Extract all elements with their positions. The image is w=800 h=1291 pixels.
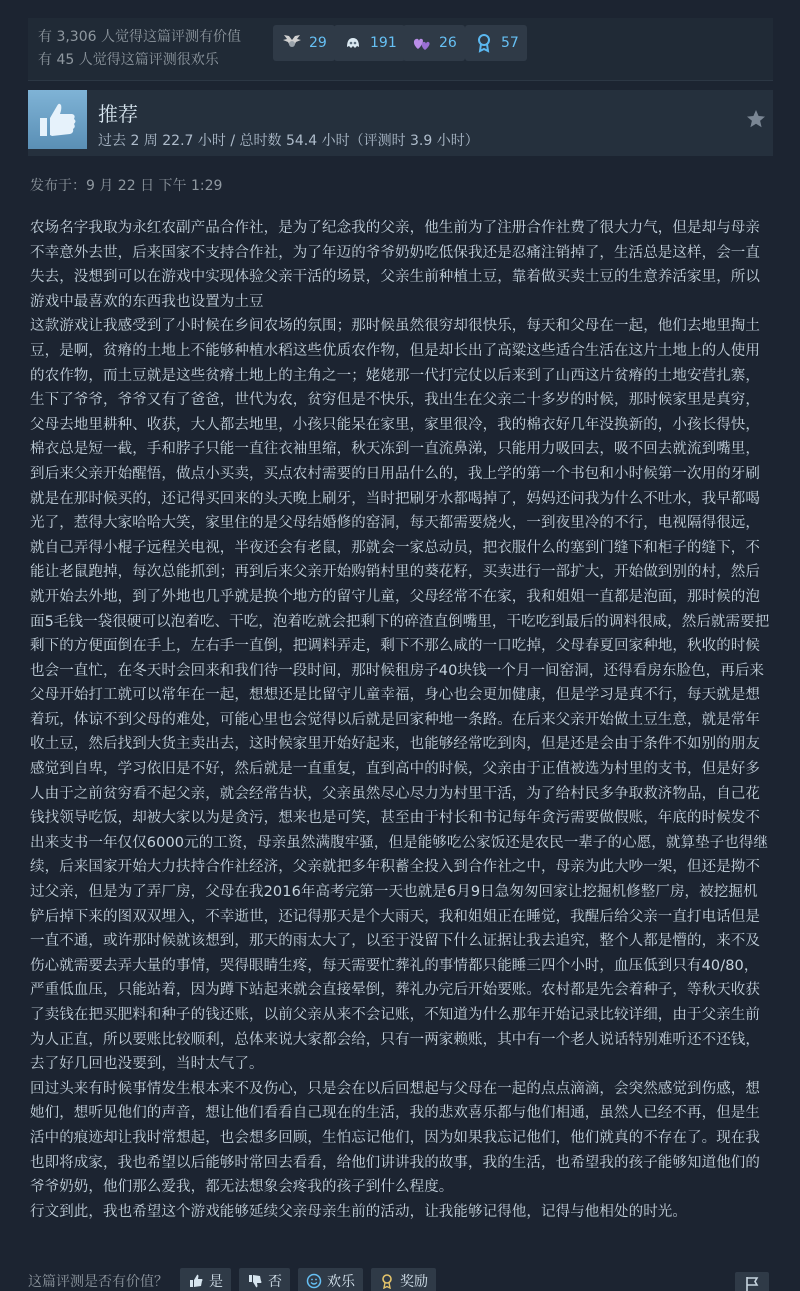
vote-yes-label: 是 (209, 1273, 223, 1290)
ghost-award-icon (342, 32, 364, 54)
vote-funny-label: 欢乐 (327, 1273, 355, 1290)
medal-award-icon (473, 32, 495, 54)
review-paragraph-1: 农场名字我取为永红农副产品合作社，是为了纪念我的父亲，他生前为了注册合作社费了很大力气，但是却与母亲不幸意外去世，后来国家不支持合作社，为了年迈的爷爷奶奶吃低保我还是忍痛注销掉了，生活总是这样，会一直失去，没想到可以在游戏中实现体验父亲干活的场景，父亲生前种植土豆，靠着做买卖土豆的生意养活家里，所以游戏中最喜欢的东西我也设置为土豆 (30, 220, 760, 310)
hearts-award-icon (411, 32, 433, 54)
thumbs-up-icon (28, 90, 87, 149)
smiley-icon (306, 1273, 322, 1289)
thumbs-up-small-icon (188, 1273, 204, 1289)
award-count: 191 (370, 35, 397, 51)
vote-footer (28, 1270, 773, 1291)
award-badge-3[interactable] (403, 25, 465, 61)
vote-no-button[interactable] (239, 1268, 290, 1291)
review-header (28, 90, 773, 156)
review-paragraph-2: 这款游戏让我感受到了小时候在乡间农场的氛围；那时候虽然很穷却很快乐，每天和父母在一起，他们去地里掏土豆，是啊，贫瘠的土地上不能够种植水稻这些优质农作物，但是却长出了高粱这些适合生活在这片土地上的人使用的农作物，而土豆就是这些贫瘠土地上的主角之一；姥姥那一代打完仗以后来到了山西这片贫瘠的土地安营扎寨，生下了爷爷，爷爷又有了爸爸，世代为农，贫穷但是不快乐，我出生在父亲二十多岁的时候，那时候家里是真穷，父母去地里耕种、收获，大人都去地里，小孩只能呆在家里，家里很冷，我的棉衣好几年没换新的，小孩长得快，棉衣总是短一截，手和脖子只能一直往衣袖里缩，秋天冻到一直流鼻涕，只能用力吸回去，吸不回去就流到嘴里，到后来父亲开始醒悟，做点小买卖，买点农村需要的日用品什么的，我上学的第一个书包和小时候第一次用的牙刷就是在那时候买的，还记得买回来的头天晚上刷牙，当时把刷牙水都喝掉了，妈妈还问我为什么不吐水，我早都喝光了，惹得大家哈哈大笑，家里住的是父母结婚修的窑洞，每天都需要烧火，一到夜里冷的不行，电视隔得很远，就自己弄得小棍子远程关电视，半夜还会有老鼠，那就会一家总动员，把衣服什么的塞到门缝下和柜子的缝下，不能让老鼠跑掉，每次总能抓到；再到后来父亲开始购销村里的葵花籽，买卖进行一部扩大，开始做到别的村，然后就开始去外地，到了外地也几乎就是换个地方的留守儿童，父母经常不在家，我和姐姐一直都是泡面，那时候的泡面5毛钱一袋很硬可以泡着吃、干吃，泡着吃就会把剩下的碎渣直倒嘴里，干吃吃到最后的调料很咸，然后就需要把剩下的方便面倒在手上，左右手一直倒，把调料弄走，剩下不那么咸的一口吃掉，父母春夏回家种地，秋收的时候也会一直忙，在冬天时会回来和我们待一段时间，那时候租房子40块钱一个月一间窑洞，还得看房东脸色，再后来父母开始打工就可以常年在一起，想想还是比留守儿童幸福，身心也会更加健康，但是学习是真不行，每天就是想着玩，体谅不到父母的难处，可能心里也会觉得以后就是回家种地一条路。在后来父亲开始做土豆生意，就是常年收土豆，然后找到大货主卖出去，这时候家里开始好起来，也能够经常吃到肉，但是还是会由于条件不如别的朋友感觉到自卑，学习依旧是不好，然后就是一直重复，直到高中的时候，父亲由于正值被选为村里的支书，但是好多人由于之前贫穷看不起父亲，就会经常告状，父亲虽然尽心尽力为村里干活，为了给村民多争取救济物品，自己花钱找领导吃饭，却被大家以为是贪污，想来也是可笑，甚至由于村长和书记每年贪污需要做假账，年底的时候发不出来支书一年仅仅6000元的工资，母亲虽然满腹牢骚，但是能够吃公家饭还是农民一辈子的心愿，就算垫子也得继续，后来国家开始大力扶持合作社经济，父亲就把多年积蓄全投入到合作社之中，母亲为此大吵一架，但还是拗不过父亲，但是为了弄厂房，父母在我2016年高考完第一天也就是6月9日急匆匆回家让挖掘机修整厂房，被挖掘机铲后掉下来的图双双埋入，不幸逝世，还记得那天是个大雨天，我和姐姐正在睡觉，我醒后给父亲一直打电话但是一直不通，或许那时候就该想到，那天的雨太大了，以至于没留下什么证据让我去追究，整个人都是懵的，来不及伤心就需要去弄大量的事情，哭得眼睛生疼，每天需要忙葬礼的事情都只能睡三四个小时，血压低到只有40/80，严重低血压，只能站着，因为蹲下站起来就会直接晕倒，葬礼办完后开始要账。农村都是先会着种子，等秋天收获了卖钱在把买肥料和种子的钱还账，以前父亲从来不会记账，不知道为什么那年开始记录比较详细，由于父亲生前为人正直，所以要账比较顺利，总体来说大家都会给，只有一两家赖账，其中有一个老人说话特别难听还不还钱，去了好几回也没要到，当时太气了。 (30, 318, 770, 1073)
helpful-summary (38, 26, 241, 72)
vote-no-label: 否 (268, 1273, 282, 1290)
award-badge-1[interactable] (273, 25, 335, 61)
recommendation-label: 推荐 (98, 102, 138, 126)
award-count: 26 (439, 35, 457, 51)
flag-icon (735, 1272, 769, 1291)
award-button-label: 奖励 (400, 1273, 428, 1290)
award-badge-2[interactable] (334, 25, 405, 61)
helpful-summary-bar (28, 18, 773, 81)
funny-count-text: 有 45 人觉得这篇评测很欢乐 (38, 52, 219, 68)
award-badge-4[interactable] (465, 25, 527, 61)
award-button[interactable] (371, 1268, 436, 1291)
review-paragraph-3: 回过头来有时候事情发生根本来不及伤心，只是会在以后回想起与父母在一起的点点滴滴，会突然感觉到伤感，想她们，想听见他们的声音，想让他们看看自己现在的生活，我的悲欢喜乐都与他们相通，虽然人已经不再，但是生活中的痕迹却让我时常想起，也会想多回顾，生怕忘记他们，因为如果我忘记他们，他们就真的不存在了。现在我也即将成家，我也希望以后能够时常回去看看，给他们讲讲我的故事，我的生活，也希望我的孩子能够知道他们的爷爷奶奶，他们那么爱我，都无法想象会疼我的孩子到什么程度。 (30, 1080, 760, 1196)
posted-date: 发布于：9 月 22 日 下午 1:29 (30, 178, 223, 194)
thumbs-down-small-icon (247, 1273, 263, 1289)
winged-award-icon (281, 32, 303, 54)
star-icon[interactable] (745, 108, 767, 130)
award-count: 29 (309, 35, 327, 51)
award-ribbon-icon (379, 1273, 395, 1289)
helpful-count-text: 有 3,306 人觉得这篇评测有价值 (38, 29, 241, 45)
report-flag-button[interactable] (735, 1272, 769, 1291)
review-body (30, 216, 770, 1224)
vote-yes-button[interactable] (180, 1268, 231, 1291)
review-paragraph-4: 行文到此，我也希望这个游戏能够延续父亲母亲生前的活动，让我能够记得他，记得与他相处的时光。 (30, 1203, 687, 1220)
award-count: 57 (501, 35, 519, 51)
vote-funny-button[interactable] (298, 1268, 363, 1291)
playtime-info: 过去 2 周 22.7 小时 / 总时数 54.4 小时（评测时 3.9 小时） (98, 133, 479, 149)
helpful-question: 这篇评测是否有价值？ (28, 1273, 168, 1290)
